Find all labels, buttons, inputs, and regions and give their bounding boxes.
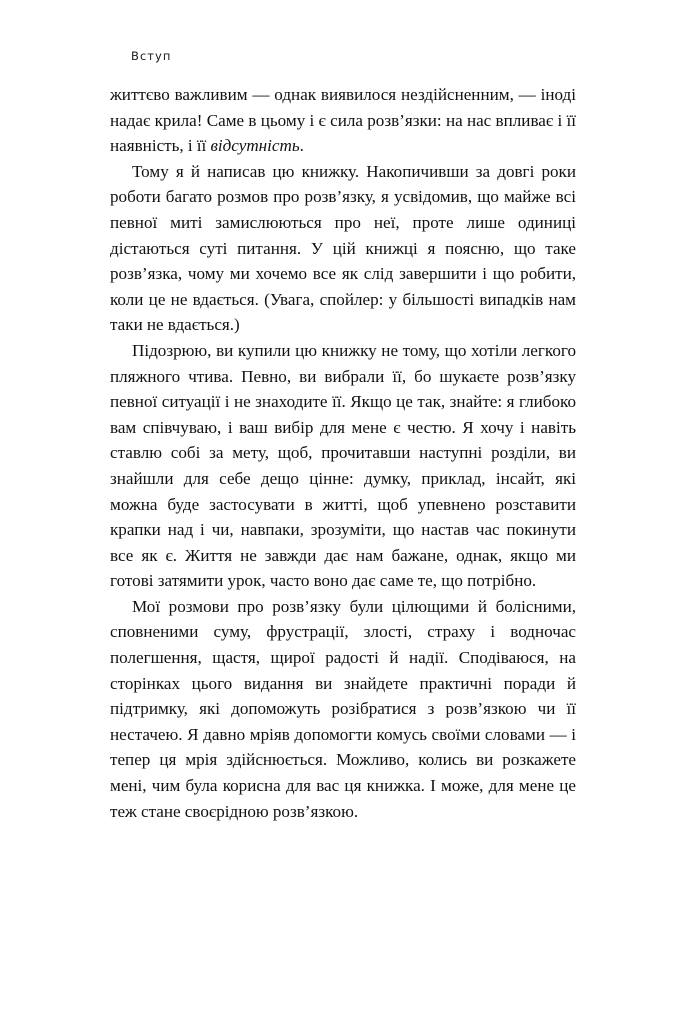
text-column [110,82,576,824]
paragraph-3: Підозрюю, ви купили цю книжку не тому, що хотіли легкого пляжного чтива. Певно, ви вибрали її, бо шукаєте розв’язку певної ситуації і не знаходите її. Якщо це так, знайте: я глибоко вам співчуваю, і ваш вибір для мене є честю. Я хочу і навіть ставлю собі за мету, щоб, прочитавши наступні розділи, ви знайшли для себе дещо цінне: думку, приклад, інсайт, які можна буде застосувати в житті, щоб упевнено розставити крапки над і чи, навпаки, зрозуміти, що настав час покинути все як є. Життя не завжди дає нам бажане, однак, якщо ми готові затямити урок, часто воно дає саме те, що потрібно. [110,340,576,591]
paragraph-1-italic-word: відсутність [210,136,300,156]
paragraph-2: Тому я й написав цю книжку. Накопичивши за довгі роки роботи багато розмов про розв’язку, я усвідомив, що майже всі певної миті замислюються про неї, проте лише одиниці дістаються суті питання. У цій книжці я поясню, що таке розв’язка, чому ми хочемо все як слід завершити і що робити, коли це не вдається. (Увага, спойлер: у більшості випадків нам таки не вдається.) [110,161,576,335]
paragraph-1 [110,82,576,159]
running-header: Вступ [131,49,172,63]
paragraph-1-text-before-italic: життєво важливим — однак виявилося нездійсненним, — іноді надає крила! Саме в цьому і є сила розв’язки: на нас впливає і її наявність, і її [110,85,576,156]
paragraph-4: Мої розмови про розв’язку були цілющими й болісними, сповненими суму, фрустрації, злості, страху і водночас полегшення, щастя, щирої радості й надії. Сподіваюся, на сторінках цього видання ви знайдете практичні поради й підтримку, які допоможуть розібратися з розв’язкою чи її нестачею. Я давно мріяв допомогти комусь своїми словами — і тепер ця мрія здійснюється. Можливо, колись ви розкажете мені, чим була корисна для вас ця книжка. І може, для мене це теж стане своєрідною розв’язкою. [110,596,576,821]
paragraph-1-text-after-italic: . [299,136,304,156]
